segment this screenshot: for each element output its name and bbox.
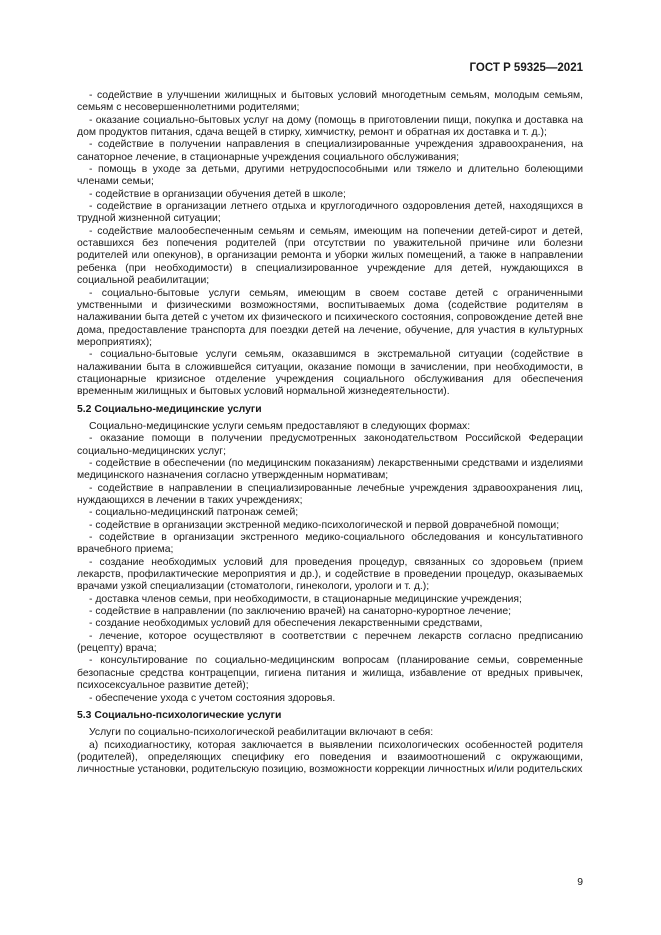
paragraph: - содействие в организации экстренного медико-социального обследования и консультативного врачебного приема; [77, 532, 583, 556]
paragraph: Социально-медицинские услуги семьям предоставляют в следующих формах: [89, 420, 471, 432]
paragraph: - содействие в организации летнего отдыха и круглогодичного оздоровления детей, находящихся в трудной жизненной ситуации; [77, 201, 583, 225]
paragraph: - социально-бытовые услуги семьям, имеющим в своем составе детей с ограниченными умственными и физическими возможностями, воспитываемых дома (содействие родителям в налаживании быта детей с учетом их физического и психического состояния, сопровождение детей вне дома, предоставление транспорта для поездки детей на лечение, обучение, для участия в культурных мероприятиях); [77, 287, 583, 348]
paragraph: - создание необходимых условий для проведения процедур, связанных со здоровьем (прием лекарств, профилактические мероприятия и др.), и содействие в проведении процедур, оказываемых врачами узкой специализации (стоматологи, гинекологи, урологи и т. д.); [77, 556, 583, 593]
paragraph: - лечение, которое осуществляют в соответствии с перечнем лекарств согласно предписанию (рецепту) врача; [77, 630, 583, 655]
paragraph: - содействие в направлении в специализированные лечебные учреждения здравоохранения лиц, нуждающихся в лечении в таких учреждениях; [77, 482, 583, 506]
paragraph: - доставка членов семьи, при необходимости, в стационарные медицинские учреждения; [89, 593, 522, 605]
paragraph: - содействие в улучшении жилищных и бытовых условий многодетным семьям, молодым семьям, семьям с несовершеннолетними родителями; [77, 90, 583, 114]
page-body [77, 90, 583, 777]
paragraph: - содействие в направлении (по заключению врачей) на санаторно-курортное лечение; [89, 606, 511, 618]
paragraph: - содействие в организации обучения детей в школе; [89, 188, 346, 200]
paragraph: - создание необходимых условий для обеспечения лекарственными средствами, [89, 618, 483, 630]
page-number: 9 [577, 877, 583, 888]
paragraph: а) психодиагностику, которая заключается в выявлении психологических особенностей родителя (родителей), определяющих специфику его поведения и взаимоотношений с окружающими, личностные установки, родительскую позицию, возможности коррекции личностных и/или родительских [77, 739, 583, 776]
section-heading: 5.2 Социально-медицинские услуги [77, 403, 262, 415]
paragraph: Услуги по социально-психологической реабилитации включают в себя: [89, 727, 434, 739]
paragraph: - оказание социально-бытовых услуг на дому (помощь в приготовлении пищи, покупка и доставка на дом продуктов питания, сдача вещей в стирку, химчистку, ремонт и обратная их доставка и т. д.); [77, 114, 583, 139]
paragraph: - социально-бытовые услуги семьям, оказавшимся в экстремальной ситуации (содействие в налаживании быта в сложившейся ситуации, оказание помощи в зачислении, при необходимости, в стационарные кризисное отделение учреждения социального обслуживания для обеспечения временным жилищных и бытовых условий нормальной жизнедеятельности). [77, 349, 583, 398]
document-code: ГОСТ Р 59325—2021 [469, 62, 583, 74]
paragraph: - консультирование по социально-медицинским вопросам (планирование семьи, современные безопасные средства контрацепции, гигиена питания и жилища, избавление от вредных привычек, психосексуальное развитие детей); [77, 655, 583, 692]
paragraph: - содействие в получении направления в специализированные учреждения здравоохранения, на санаторное лечение, в стационарные учреждения социального обслуживания; [77, 139, 583, 163]
paragraph: - оказание помощи в получении предусмотренных законодательством Российской Федерации социально-медицинских услуг; [77, 433, 583, 457]
section-heading: 5.3 Социально-психологические услуги [77, 709, 282, 721]
paragraph: - обеспечение ухода с учетом состояния здоровья. [89, 692, 336, 704]
paragraph: - помощь в уходе за детьми, другими нетрудоспособными или тяжело и длительно болеющими членами семьи; [77, 164, 583, 188]
paragraph: - содействие в организации экстренной медико-психологической и первой доврачебной помощи; [89, 519, 560, 531]
paragraph: - социально-медицинский патронаж семей; [89, 507, 299, 519]
paragraph: - содействие малообеспеченным семьям и семьям, имеющим на попечении детей-сирот и детей, оставшихся без попечения родителей (при отсутствии по уважительной причине или болезни родителей или опекунов), в организации ремонта и уборки жилых помещений, а также в направлении ребенка (при необходимости) в специализированное учреждение для детей, нуждающихся в социальной реабилитации; [77, 225, 583, 287]
paragraph: - содействие в обеспечении (по медицинским показаниям) лекарственными средствами и изделиями медицинского назначения согласно утвержденным нормативам; [77, 457, 583, 482]
